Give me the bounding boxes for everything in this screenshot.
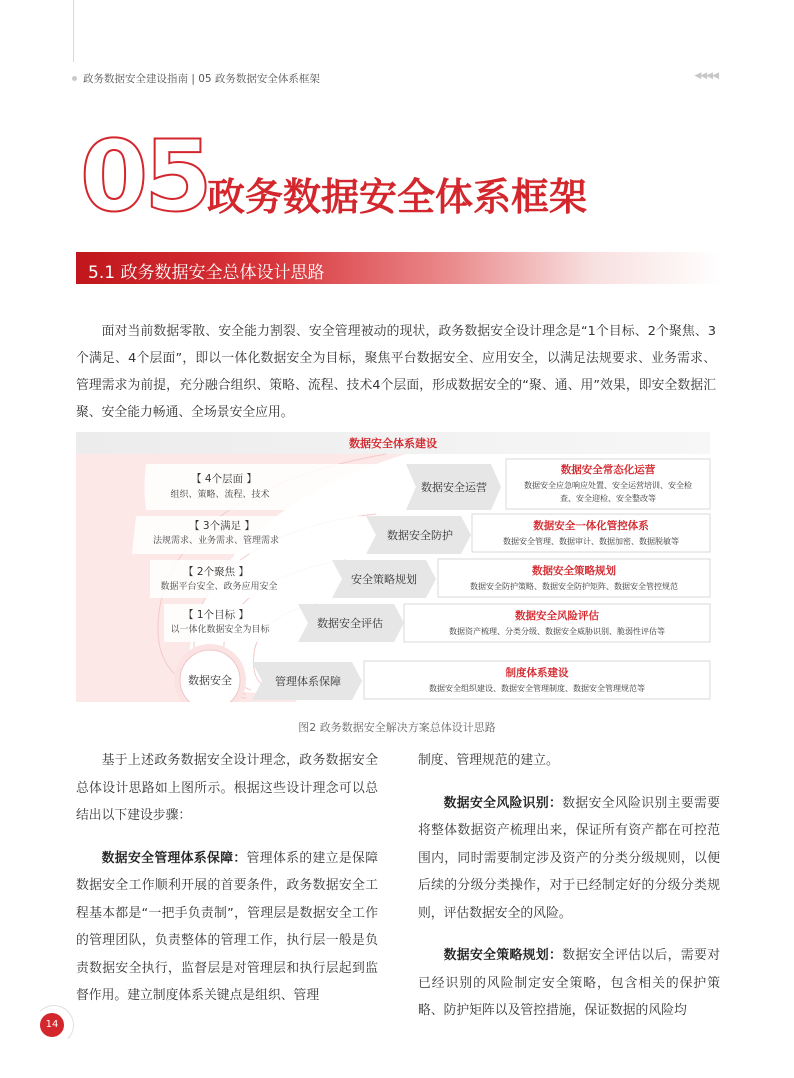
arrow-label-4: 数据安全运营 — [421, 481, 487, 494]
layer-2-desc: 数据平台安全、政务应用安全 — [160, 582, 278, 592]
band-4 — [145, 464, 411, 510]
header-rule — [73, 0, 74, 62]
arrow-label-3: 数据安全防护 — [387, 529, 453, 542]
box-desc-2: 数据安全防护策略、数据安全防护矩阵、数据安全管控规范 — [470, 582, 678, 591]
box-title-3: 数据安全一体化管控体系 — [533, 520, 649, 532]
banner-title: 数据安全体系建设 — [349, 437, 437, 450]
running-header — [72, 71, 320, 86]
layer-3-heading: 【 3个满足 】 — [189, 520, 255, 532]
arrow-layer-3 — [366, 516, 471, 554]
box-title-1: 数据安全风险评估 — [515, 610, 599, 622]
left-paragraph-2 — [76, 845, 378, 1010]
chapter-title: 政务数据安全体系框架 — [207, 175, 588, 219]
framework-diagram — [76, 432, 716, 702]
right-paragraph-1-body: 数据安全风险识别主要需要将整体数据资产梳理出来，保证所有资产都在可控范围内，同时需要制定涉及资产的分类分级规则，以便后续的分级分类操作，对于已经制定好的分级分类规则，评估数据安全的风险。 — [418, 795, 721, 921]
layer-2-heading: 【 2个聚焦 】 — [183, 566, 249, 578]
section-header-bar — [76, 252, 721, 284]
arrow-layer-2 — [332, 560, 436, 598]
box-layer-1 — [404, 604, 710, 642]
arrow-label-1: 数据安全评估 — [317, 617, 383, 630]
page-number: 14 — [40, 1013, 64, 1037]
left-paragraph-1: 基于上述政务数据安全设计理念，政务数据安全总体设计思路如上图所示。根据这些设计理念可以总结出以下建设步骤： — [76, 753, 378, 823]
arrow-layer-0 — [252, 662, 362, 700]
right-paragraph-1 — [418, 790, 720, 928]
box-title-4: 数据安全常态化运营 — [560, 464, 656, 476]
right-paragraph-2 — [418, 942, 720, 1025]
box-title-0: 制度体系建设 — [505, 667, 569, 679]
right-paragraph-2-body: 数据安全评估以后，需要对已经识别的风险制定安全策略，包含相关的保护策略、防护矩阵以及管控措施，保证数据的风险均 — [418, 948, 721, 1018]
layer-1-heading: 【 1个目标 】 — [183, 609, 249, 621]
layer-4-desc: 组织、策略、流程、技术 — [170, 490, 270, 500]
layer-1-desc: 以一体化数据安全为目标 — [170, 625, 270, 635]
right-paragraph-1-lead: 数据安全风险识别： — [443, 795, 563, 811]
running-title: 政务数据安全建设指南 | 05 政务数据安全体系框架 — [83, 73, 320, 85]
right-column — [418, 747, 720, 1025]
right-paragraph-2-lead: 数据安全策略规划： — [443, 948, 563, 963]
left-arrows-icon: ◀◀◀◀ — [694, 71, 718, 81]
box-layer-3 — [472, 514, 710, 552]
layer-3-desc: 法规需求、业务需求、管理需求 — [152, 536, 280, 546]
arrow-label-0: 管理体系保障 — [275, 675, 341, 688]
box-layer-0 — [364, 661, 710, 699]
left-paragraph-2-body: 管理体系的建立是保障数据安全工作顺利开展的首要条件，政务数据安全工程基本都是“一把手负责制”，管理层是数据安全工作的管理团队，负责整体的管理工作，执行层一般是负责数据安全执行，监督层是对管理层和执行层起到监督作用。建立制度体系关键点是组织、管理 — [76, 850, 379, 1003]
figure-caption: 图2 政务数据安全解决方案总体设计思路 — [298, 721, 496, 734]
box-desc-3: 数据安全管理、数据审计、数据加密、数据脱敏等 — [503, 537, 679, 546]
bullet-dot-icon — [72, 76, 77, 81]
box-layer-2 — [438, 559, 710, 597]
box-desc-0: 数据安全组织建设、数据安全管理制度、数据安全管理规范等 — [429, 684, 645, 693]
left-column — [76, 747, 378, 1010]
box-layer-4 — [506, 459, 710, 509]
arrow-layer-1 — [298, 604, 404, 642]
right-continuation: 制度、管理规范的建立。 — [418, 753, 559, 768]
chapter-number: 05 — [80, 120, 209, 234]
box-desc-4b: 查、安全迎检、安全整改等 — [560, 494, 656, 503]
box-title-2: 数据安全策略规划 — [532, 565, 616, 577]
left-paragraph-2-lead: 数据安全管理体系保障： — [101, 850, 247, 866]
layer-4-heading: 【 4个层面 】 — [191, 473, 257, 485]
section-title: 5.1 政务数据安全总体设计思路 — [88, 263, 325, 283]
box-desc-4a: 数据安全应急响应处置、安全运营培训、安全检 — [524, 481, 692, 490]
core-label: 数据安全 — [188, 674, 232, 687]
intro-paragraph: 面对当前数据零散、安全能力割裂、安全管理被动的现状，政务数据安全设计理念是“1个目标、2个聚焦、3个满足、4个层面”，即以一体化数据安全为目标，聚焦平台数据安全、应用安全，以满足法规要求、业务需求、管理需求为前提，充分融合组织、策略、流程、技术4个层面，形成数据安全的“聚、通、用”效果，即安全数据汇聚、安全能力畅通、全场景安全应用。 — [76, 324, 716, 420]
arrow-label-2: 安全策略规划 — [351, 573, 417, 586]
arrow-layer-4 — [406, 464, 501, 510]
box-desc-1: 数据资产梳理、分类分级、数据安全威胁识别、脆弱性评估等 — [449, 627, 665, 636]
